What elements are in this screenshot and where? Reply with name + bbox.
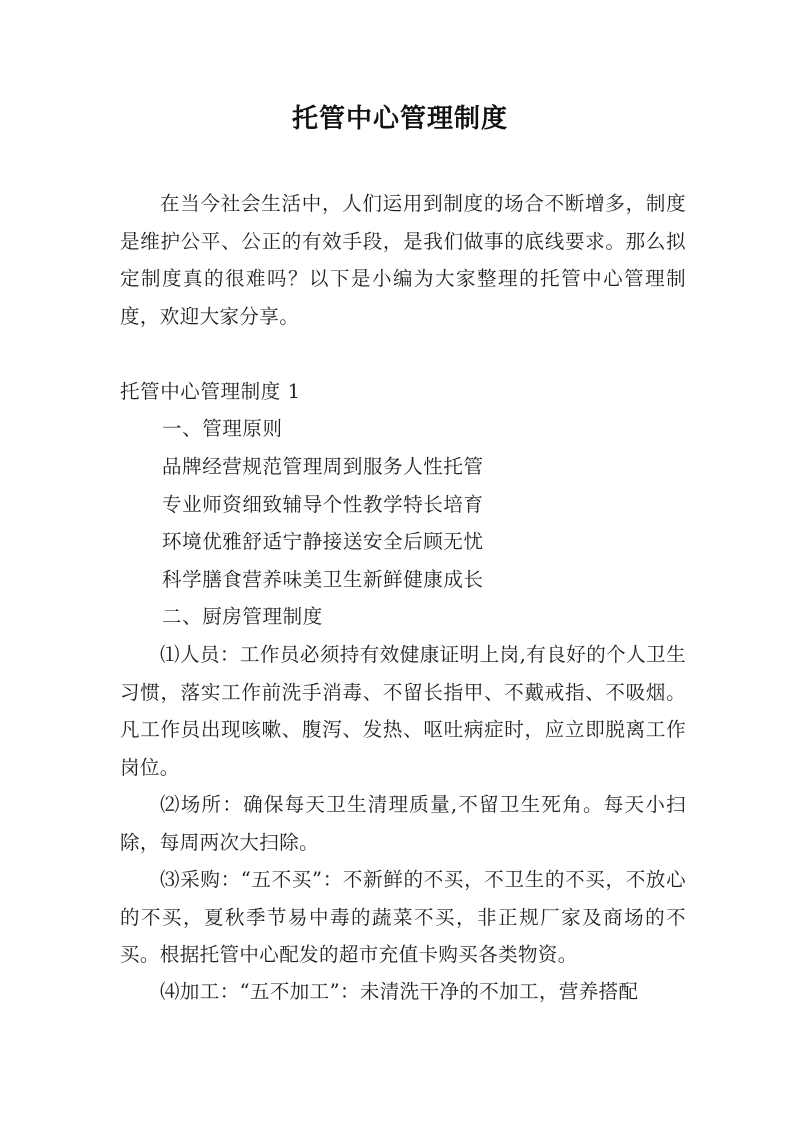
principle-line: 专业师资细致辅导个性教学特长培育: [162, 493, 484, 516]
document-title: 托管中心管理制度: [291, 104, 508, 134]
rule-item-processing: ⑷加工：“五不加工”：未清洗干净的不加工，营养搭配: [160, 980, 639, 1003]
principle-line: 科学膳食营养味美卫生新鲜健康成长: [162, 568, 484, 591]
rule-item-personnel: ⑴人员：工作员必须持有效健康证明上岗,有良好的个人卫生习惯，落实工作前洗手消毒、不留长指甲、不戴戒指、不吸烟。凡工作员出现咳嗽、腹泻、发热、呕吐病症时，应立即脱离工作岗位。: [120, 643, 686, 779]
part1-heading: 一、管理原则: [162, 417, 283, 440]
part2-heading: 二、厨房管理制度: [162, 605, 323, 628]
principle-line: 环境优雅舒适宁静接送安全后顾无忧: [162, 530, 484, 553]
rule-item-premises: ⑵场所：确保每天卫生清理质量,不留卫生死角。每天小扫除，每周两次大扫除。: [120, 793, 686, 854]
section-heading: 托管中心管理制度 1: [120, 380, 301, 403]
intro-paragraph: 在当今社会生活中，人们运用到制度的场合不断增多，制度是维护公平、公正的有效手段，是我们做事的底线要求。那么拟定制度真的很难吗？以下是小编为大家整理的托管中心管理制度，欢迎大家分享。: [120, 192, 686, 328]
rule-item-purchasing: ⑶采购：“五不买”：不新鲜的不买，不卫生的不买，不放心的不买，夏秋季节易中毒的蔬菜不买，非正规厂家及商场的不买。根据托管中心配发的超市充值卡购买各类物资。: [120, 868, 686, 966]
principle-line: 品牌经营规范管理周到服务人性托管: [162, 455, 484, 478]
